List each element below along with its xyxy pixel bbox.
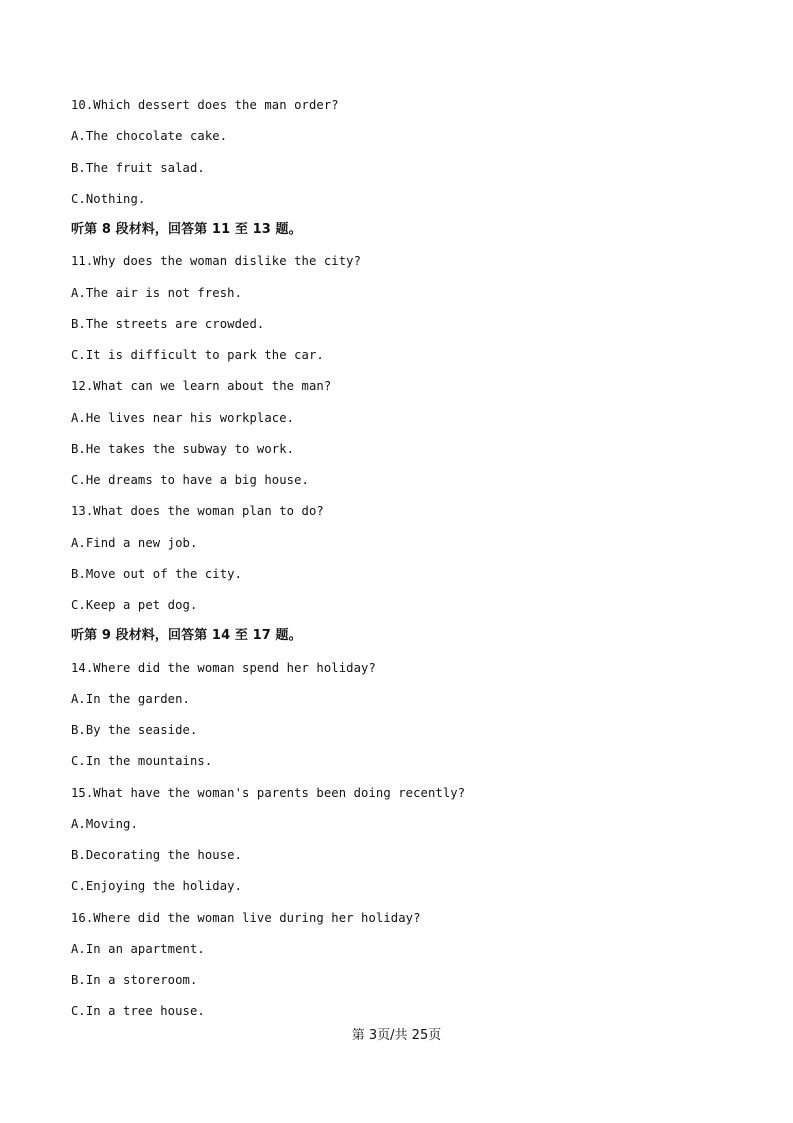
question-text: 12.What can we learn about the man?: [71, 379, 332, 394]
question-text: 11.Why does the woman dislike the city?: [71, 254, 362, 269]
answer-option: B.Decorating the house.: [71, 848, 243, 862]
page-footer: 第 3页/共 25页: [351, 1028, 442, 1043]
answer-option: A.Find a new job.: [71, 535, 198, 550]
answer-option: C.In the mountains.: [71, 754, 213, 769]
question-text: 10.Which dessert does the man order?: [71, 98, 339, 112]
answer-option: C.He dreams to have a big house.: [71, 473, 309, 487]
answer-option: C.It is difficult to park the car.: [71, 348, 324, 362]
answer-option: C.Nothing.: [71, 191, 146, 206]
answer-option: B.In a storeroom.: [71, 973, 198, 987]
answer-option: A.In the garden.: [71, 691, 190, 706]
answer-option: B.He takes the subway to work.: [71, 441, 295, 456]
question-list: [71, 96, 751, 1034]
question-text: 15.What have the woman's parents been doing recently?: [71, 785, 466, 800]
answer-option: B.The streets are crowded.: [71, 316, 265, 331]
answer-option: A.The chocolate cake.: [71, 129, 228, 144]
answer-option: C.In a tree house.: [71, 1004, 205, 1019]
section-heading: 听第 9 段材料，回答第 14 至 17 题。: [71, 628, 302, 644]
answer-option: C.Keep a pet dog.: [71, 598, 198, 612]
question-text: 16.Where did the woman live during her holiday?: [71, 910, 421, 925]
section-heading: 听第 8 段材料，回答第 11 至 13 题。: [71, 222, 302, 237]
answer-option: B.By the seaside.: [71, 723, 198, 737]
answer-option: A.He lives near his workplace.: [71, 410, 295, 425]
answer-option: B.Move out of the city.: [71, 566, 243, 581]
answer-option: A.The air is not fresh.: [71, 285, 243, 300]
answer-option: A.Moving.: [71, 816, 138, 831]
question-text: 13.What does the woman plan to do?: [71, 504, 324, 519]
answer-option: C.Enjoying the holiday.: [71, 879, 243, 894]
answer-option: B.The fruit salad.: [71, 160, 205, 175]
answer-option: A.In an apartment.: [71, 941, 205, 956]
question-text: 14.Where did the woman spend her holiday?: [71, 660, 376, 675]
